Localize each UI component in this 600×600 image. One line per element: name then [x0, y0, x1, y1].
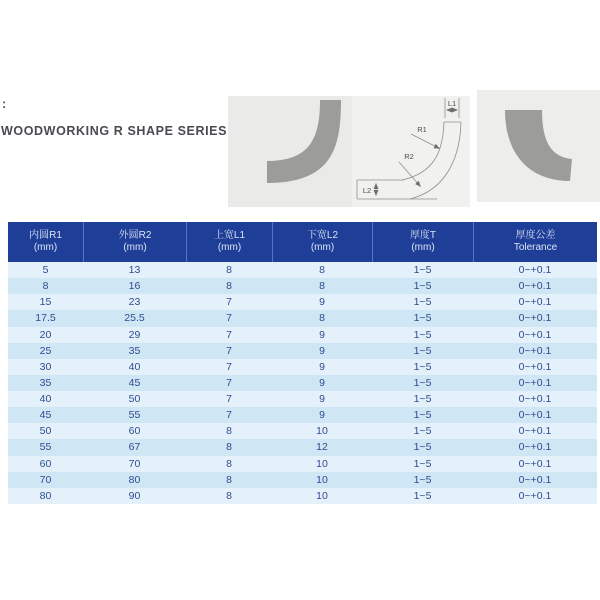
spec-table [8, 222, 597, 504]
table-cell: 80 [128, 473, 141, 486]
table-cell: 1~5 [413, 393, 432, 406]
table-cell: 1~5 [413, 280, 432, 293]
header-label: 厚度公差 [515, 229, 556, 241]
table-cell: 9 [319, 328, 325, 341]
table-row [8, 472, 597, 488]
dimension-label-r1: R1 [417, 125, 427, 134]
table-cell: 0~+0.1 [518, 360, 552, 373]
header-unit: (mm) [123, 242, 147, 253]
header-unit: (mm) [411, 242, 435, 253]
table-cell: 45 [39, 409, 52, 422]
table-cell: 1~5 [413, 360, 432, 373]
table-cell: 1~5 [413, 376, 432, 389]
table-cell: 17.5 [35, 312, 56, 325]
table-cell: 9 [319, 376, 325, 389]
product-photo-and-diagram-panel [228, 96, 470, 207]
table-cell: 0~+0.1 [518, 280, 552, 293]
table-cell: 7 [226, 328, 232, 341]
table-cell: 7 [226, 312, 232, 325]
table-cell: 23 [128, 296, 141, 309]
table-cell: 13 [128, 264, 141, 277]
table-cell: 29 [128, 328, 141, 341]
table-header-inner-radius [8, 222, 83, 262]
header-unit: Tolerance [513, 242, 558, 253]
table-cell: 35 [39, 376, 52, 389]
table-body [8, 262, 597, 504]
page-title: WOODWORKING R SHAPE SERIES [1, 124, 228, 138]
table-cell: 8 [42, 280, 49, 293]
table-cell: 0~+0.1 [518, 264, 552, 277]
table-cell: 1~5 [413, 264, 432, 277]
table-cell: 1~5 [413, 328, 432, 341]
table-cell: 0~+0.1 [518, 296, 552, 309]
table-cell: 60 [128, 425, 141, 438]
table-cell: 7 [226, 360, 232, 373]
table-cell: 8 [226, 473, 232, 486]
header-label: 下宽L2 [306, 229, 339, 241]
table-header-tolerance [473, 222, 597, 262]
table-cell: 0~+0.1 [518, 409, 552, 422]
table-cell: 8 [226, 441, 232, 454]
table-header-outer-radius [83, 222, 186, 262]
table-row [8, 278, 597, 294]
table-row [8, 407, 597, 423]
table-cell: 7 [226, 376, 232, 389]
table-cell: 0~+0.1 [518, 441, 552, 454]
table-cell: 1~5 [413, 473, 432, 486]
table-cell: 8 [319, 264, 325, 277]
table-cell: 70 [128, 457, 141, 470]
colon-mark: : [2, 96, 7, 111]
table-cell: 9 [319, 344, 325, 357]
table-row [8, 294, 597, 310]
table-cell: 67 [128, 441, 141, 454]
table-cell: 7 [226, 393, 232, 406]
table-header-top-width [186, 222, 272, 262]
table-cell: 15 [39, 296, 52, 309]
table-row [8, 488, 597, 504]
table-row [8, 327, 597, 343]
table-row [8, 262, 597, 278]
table-cell: 90 [128, 489, 141, 502]
header-label: 上宽L1 [213, 229, 246, 241]
table-header-bottom-width [272, 222, 372, 262]
header-label: 内圆R1 [29, 229, 62, 241]
dimension-label-r2: R2 [404, 152, 414, 161]
header-unit: (mm) [217, 242, 242, 253]
table-cell: 1~5 [413, 425, 432, 438]
table-cell: 10 [316, 425, 328, 438]
table-cell: 7 [226, 344, 232, 357]
table-cell: 1~5 [413, 312, 432, 325]
table-cell: 7 [226, 296, 232, 309]
table-cell: 1~5 [413, 441, 432, 454]
table-cell: 40 [39, 393, 52, 406]
table-cell: 45 [128, 376, 141, 389]
table-cell: 55 [39, 441, 52, 454]
table-cell: 8 [226, 425, 232, 438]
dimension-label-l1: L1 [447, 99, 457, 108]
table-cell: 0~+0.1 [518, 473, 552, 486]
table-cell: 8 [226, 264, 232, 277]
table-cell: 10 [316, 473, 328, 486]
table-cell: 8 [319, 280, 325, 293]
table-cell: 30 [39, 360, 52, 373]
table-cell: 7 [226, 409, 232, 422]
table-row [8, 439, 597, 455]
table-cell: 9 [319, 360, 325, 373]
table-cell: 12 [316, 441, 328, 454]
header-unit: (mm) [310, 242, 335, 253]
table-cell: 5 [42, 264, 49, 277]
table-cell: 1~5 [413, 457, 432, 470]
product-photo-right [477, 90, 600, 205]
table-row [8, 343, 597, 359]
table-cell: 0~+0.1 [518, 393, 552, 406]
table-row [8, 456, 597, 472]
table-cell: 0~+0.1 [518, 312, 552, 325]
table-cell: 25.5 [124, 312, 145, 325]
table-cell: 0~+0.1 [518, 425, 552, 438]
table-cell: 1~5 [413, 489, 432, 502]
table-cell: 70 [39, 473, 52, 486]
table-row [8, 359, 597, 375]
table-cell: 16 [128, 280, 141, 293]
table-cell: 35 [128, 344, 141, 357]
table-cell: 0~+0.1 [518, 376, 552, 389]
table-cell: 55 [128, 409, 141, 422]
dimension-diagram [228, 96, 470, 207]
table-cell: 50 [128, 393, 141, 406]
table-cell: 8 [319, 312, 325, 325]
header-label: 厚度T [409, 229, 437, 241]
table-cell: 8 [226, 457, 232, 470]
table-row [8, 391, 597, 407]
header-unit: (mm) [33, 242, 58, 253]
table-cell: 60 [39, 457, 52, 470]
table-cell: 0~+0.1 [518, 457, 552, 470]
table-cell: 25 [39, 344, 52, 357]
table-cell: 0~+0.1 [518, 344, 552, 357]
table-cell: 9 [319, 296, 325, 309]
table-cell: 1~5 [413, 344, 432, 357]
table-cell: 1~5 [413, 296, 432, 309]
table-cell: 1~5 [413, 409, 432, 422]
table-header-thickness [372, 222, 473, 262]
table-cell: 50 [39, 425, 52, 438]
header-label: 外圆R2 [118, 229, 152, 241]
dimension-label-l2: L2 [362, 186, 372, 195]
table-row [8, 375, 597, 391]
table-cell: 10 [316, 457, 328, 470]
table-cell: 0~+0.1 [518, 328, 552, 341]
table-row [8, 310, 597, 326]
table-header-row [8, 222, 597, 262]
table-cell: 9 [319, 393, 325, 406]
table-cell: 40 [128, 360, 141, 373]
table-cell: 8 [226, 280, 232, 293]
table-cell: 20 [39, 328, 52, 341]
table-cell: 9 [319, 409, 325, 422]
table-cell: 80 [39, 489, 52, 502]
product-photo-panel [477, 90, 600, 205]
table-cell: 0~+0.1 [518, 489, 552, 502]
table-row [8, 423, 597, 439]
table-cell: 8 [226, 489, 232, 502]
table-cell: 10 [316, 489, 328, 502]
